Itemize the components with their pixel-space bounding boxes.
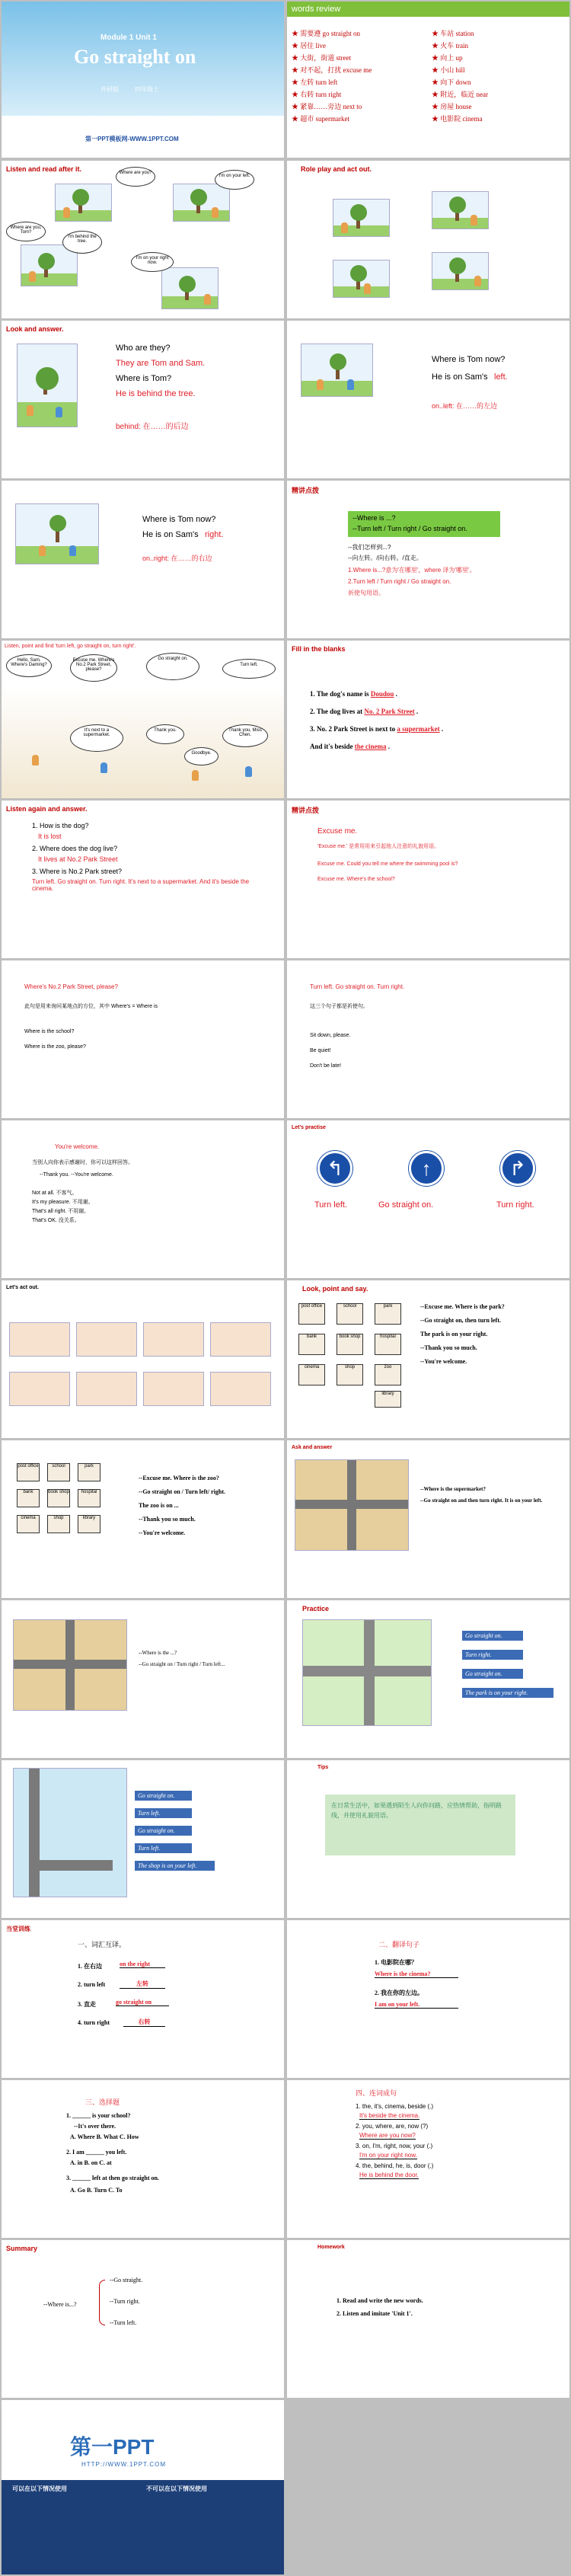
slide-exercise-2 <box>287 1920 569 2078</box>
dialog-line: The zoo is on ... <box>139 1502 179 1509</box>
question-3: 3. Where is No.2 Park street? <box>32 868 123 875</box>
word-item: ★ 火车 train <box>432 42 468 50</box>
slide-homework <box>287 2240 569 2398</box>
section-title: 四、连词成句 <box>356 2089 397 2097</box>
scene-picture <box>55 184 112 222</box>
example: Where is the zoo, please? <box>24 1044 86 1050</box>
box-line: --Where is ...? <box>352 514 396 522</box>
map-cell: cinema <box>17 1515 40 1533</box>
scene-picture <box>15 503 99 564</box>
direction-box: Go straight on. <box>135 1826 192 1836</box>
dialog-line: --Excuse me. Where is the zoo? <box>139 1475 219 1481</box>
slide-heading: Listen and read after it. <box>6 165 82 173</box>
slide-heading: Where's No.2 Park Street, please? <box>24 983 118 990</box>
example: Don't be late! <box>310 1063 342 1069</box>
brace-icon <box>99 2280 105 2325</box>
speech-bubble: Thank you, Miss Chen. <box>222 724 268 747</box>
summary-answer: --Turn right. <box>110 2298 140 2305</box>
turn-right-icon: ↱ <box>500 1151 535 1186</box>
town-map <box>13 1619 127 1711</box>
answer-2: It lives at No.2 Park Street <box>38 855 118 863</box>
town-map <box>295 1459 409 1551</box>
slide-heading: 精讲点拨 <box>292 487 320 494</box>
map-cell: school <box>337 1303 363 1325</box>
note-line: --向左转。/向右转。/直走。 <box>348 555 423 561</box>
word-item: ★ 居住 live <box>292 42 326 50</box>
slide-listen-read <box>2 161 284 318</box>
reorder-question: 2. you, where, are, now (?) <box>356 2123 429 2130</box>
example: --Thank you. --You're welcome. <box>40 1172 113 1178</box>
grammar-note: on..right: 在……的右边 <box>142 555 212 562</box>
slide-ask-answer <box>287 1440 569 1598</box>
slide-role-play <box>287 161 569 318</box>
straight-arrow-icon: ↑ <box>409 1151 444 1186</box>
speech-bubble: Go straight on. <box>146 653 199 680</box>
route-illustration <box>13 1768 127 1897</box>
word-list-left <box>292 27 372 125</box>
summary-question: --Where is...? <box>43 2301 77 2308</box>
slide-exercise-1 <box>2 1920 284 2078</box>
slide-where-map <box>2 1600 284 1758</box>
dialog-line: --Go straight on and then turn right. It is on your left. <box>420 1497 543 1504</box>
speech-bubble: I'm behind the tree. <box>62 231 102 254</box>
scene-picture <box>333 199 390 237</box>
grammar-note: on..left: 在……的左边 <box>432 402 498 410</box>
vocab-question: 3. 直走 <box>78 2001 96 2008</box>
slide-youre-welcome <box>2 1120 284 1278</box>
slide-left <box>287 321 569 478</box>
vocab-answer: 右转 <box>123 2018 165 2027</box>
slide-heading: Practice <box>302 1605 330 1612</box>
map-cell: hospital <box>375 1334 401 1355</box>
homework-item: 2. Listen and imitate 'Unit 1'. <box>337 2310 413 2317</box>
example: Be quiet! <box>310 1048 331 1053</box>
translate-question: 2. 我在你的左边。 <box>375 1990 423 1996</box>
example: Not at all. 不客气。 <box>32 1191 78 1196</box>
map-cell: post office <box>298 1303 325 1325</box>
choice-question: 2. I am ______ you left. <box>66 2149 127 2156</box>
speech-bubble: Hello, Sam. Where's Daming? <box>6 654 52 677</box>
license-heading: 不可以在以下情况使用 <box>146 2485 207 2492</box>
word-item: ★ 左转 turn left <box>292 78 338 86</box>
slide-signs <box>287 1120 569 1278</box>
scene-picture <box>333 260 390 298</box>
answer-1: It is lost <box>38 833 62 840</box>
word-item: ★ 向下 down <box>432 78 471 86</box>
map-cell: post office <box>17 1463 40 1481</box>
answer-prefix: He is on Sam's <box>142 530 199 539</box>
dialog-line: --Thank you so much. <box>139 1516 196 1523</box>
map-cell: book shop <box>337 1334 363 1355</box>
blank-line-1: 1. The dog's name is Doudou . <box>310 690 397 698</box>
map-cell: bank <box>17 1489 40 1507</box>
sign-label: Turn left. <box>314 1200 347 1210</box>
word-item: ★ 小山 hill <box>432 66 465 74</box>
word-item: ★ 附近，临近 near <box>432 91 488 98</box>
dialog-line: --Where is the ...? <box>139 1650 177 1656</box>
grade: 四年级上 <box>135 86 159 93</box>
license-heading: 可以在以下情况使用 <box>12 2485 67 2492</box>
speech-bubble: Turn left. <box>222 659 276 679</box>
slide-heading: Summary <box>6 2245 38 2252</box>
edition: 外研版 <box>100 86 119 93</box>
homework-item: 1. Read and write the new words. <box>337 2297 423 2304</box>
slide-fill-blanks <box>287 641 569 798</box>
reorder-answer: He is behind the door. <box>359 2172 419 2178</box>
turn-left-icon: ↰ <box>317 1151 352 1186</box>
blank-answer: the cinema <box>354 743 387 750</box>
blank-line-4: And it's beside the cinema . <box>310 743 391 750</box>
blank-answer: Doudou <box>370 690 394 698</box>
speech-bubble: Where are you? <box>116 167 155 187</box>
scene-picture <box>432 191 489 229</box>
comic-panel <box>9 1322 70 1357</box>
grammar-note: behind: 在……的后边 <box>116 423 189 431</box>
dialog-line: --Go straight on / Turn right / Turn left... <box>139 1661 225 1667</box>
example: Where is the school? <box>24 1029 75 1034</box>
slide-heading: Listen, point and find 'turn left, go straight on, turn right'. <box>5 644 136 649</box>
slide-heading: Homework <box>317 2245 345 2250</box>
answer-keyword: left. <box>494 372 508 382</box>
license-panel <box>2 2480 284 2574</box>
choice-question: --It's over there. <box>74 2123 116 2130</box>
comic-panel <box>210 1372 271 1406</box>
direction-box: Go straight on. <box>135 1791 192 1801</box>
translate-question: 1. 电影院在哪？ <box>375 1959 417 1966</box>
question-2: 2. Where does the dog live? <box>32 845 118 852</box>
answer-1: They are Tom and Sam. <box>116 359 206 368</box>
map-cell: school <box>47 1463 70 1481</box>
blank-line-2: 2. The dog lives at No. 2 Park Street . <box>310 708 419 715</box>
word-item: ★ 需要遵 go straight on <box>292 30 360 37</box>
blank-line-3: 3. No. 2 Park Street is next to a supermarket . <box>310 725 444 733</box>
word-item: ★ 车站 station <box>432 30 474 37</box>
slide-imperatives <box>287 960 569 1118</box>
comic-panel <box>76 1372 137 1406</box>
direction-box: Turn left. <box>135 1843 192 1853</box>
blank-line-1-text: 1. The dog's name is <box>310 690 369 698</box>
comic-panel <box>143 1322 204 1357</box>
slide-main-title: Go straight on <box>74 46 196 68</box>
sign-label: Go straight on. <box>378 1200 434 1210</box>
explanation: 这三个句子都是祈使句。 <box>310 1004 368 1009</box>
slide-heading: You're welcome. <box>55 1143 100 1150</box>
blank-answer: a supermarket <box>397 725 440 733</box>
footer-url: 第一PPT模板网-WWW.1PPT.COM <box>85 136 179 142</box>
direction-box: Go straight on. <box>462 1669 523 1679</box>
dialog-line: --Thank you so much. <box>420 1344 477 1351</box>
choice-options: A. Go B. Turn C. To <box>70 2187 123 2194</box>
choice-options: A. in B. on C. at <box>70 2159 112 2166</box>
slide-heading: Tips <box>317 1765 329 1770</box>
summary-answer: --Turn left. <box>110 2319 137 2326</box>
speech-bubble: Goodbye. <box>184 747 219 765</box>
section-title: 三、选择题 <box>85 2098 120 2106</box>
map-cell: shop <box>47 1515 70 1533</box>
direction-box: The park is on your right. <box>462 1688 553 1698</box>
phrase: Excuse me. <box>317 827 358 836</box>
comic-panel <box>76 1322 137 1357</box>
brand-url: HTTP://WWW.1PPT.COM <box>81 2461 166 2468</box>
reorder-answer: Where are you now? <box>359 2132 416 2139</box>
speech-bubble: I'm on your left. <box>215 170 254 190</box>
slide-right <box>2 481 284 638</box>
word-item: ★ 对不起，打扰 excuse me <box>292 66 372 74</box>
speech-bubble: Where are you, Tom? <box>6 222 46 241</box>
direction-box: The shop is on your left. <box>135 1861 215 1871</box>
word-item: ★ 房屋 house <box>432 103 472 110</box>
word-item: ★ 超市 supermarket <box>292 115 349 123</box>
tips-box: 在日常生活中，如果遇到陌生人向你问路，应热情帮助，指明路线，并使用礼貌用语。 <box>325 1795 515 1855</box>
word-item: ★ 电影院 cinema <box>432 115 483 123</box>
slide-heading: Turn left. Go straight on. Turn right. <box>310 983 405 990</box>
slide-listen-again <box>2 801 284 958</box>
dialog-line: --Go straight on / Turn left/ right. <box>139 1488 226 1495</box>
slide-excuse-me <box>287 801 569 958</box>
comic-panel <box>143 1372 204 1406</box>
slide-look-point-say <box>287 1280 569 1438</box>
slide-heading: Look and answer. <box>6 325 64 333</box>
slide-summary <box>2 2240 284 2398</box>
word-item: ★ 紧靠……旁边 next to <box>292 103 362 110</box>
map-cell: zoo <box>375 1364 401 1385</box>
dialog-line: --Where is the supermarket? <box>420 1486 486 1492</box>
explanation: 此句是用来询问某地点的方位，其中 Where's = Where is <box>24 1004 158 1009</box>
slide-tips <box>287 1760 569 1918</box>
slide-branding <box>2 2400 284 2574</box>
slide-title <box>2 2 284 158</box>
example: That's all right. 不用谢。 <box>32 1209 90 1214</box>
map-cell: cinema <box>298 1364 325 1385</box>
question-2: Where is Tom? <box>116 374 172 383</box>
slide-key-points <box>287 481 569 638</box>
question: Where is Tom now? <box>142 515 216 524</box>
slide-look-answer <box>2 321 284 478</box>
slide-heading: Let's practise <box>292 1125 326 1130</box>
note-line: --我们怎样到...? <box>348 544 391 551</box>
choice-options: A. Where B. What C. How <box>70 2133 139 2140</box>
speech-bubble: Excuse me. Where's No.2 Park Street, please? <box>70 654 117 682</box>
scene-picture <box>432 252 489 290</box>
section-title: 二、翻译句子 <box>378 1941 420 1948</box>
word-item: ★ 右转 turn right <box>292 91 342 98</box>
note-line: 2.Turn left / Turn right / Go straight on. <box>348 578 451 585</box>
slide-heading: Ask and answer <box>292 1445 333 1450</box>
dialog-line: --Excuse me. Where is the park? <box>420 1303 505 1310</box>
example: Excuse me. Where's the school? <box>317 877 395 882</box>
blank-line-4-text: And it's beside <box>310 743 353 750</box>
answer-2: He is behind the tree. <box>116 389 196 398</box>
map-cell: bank <box>298 1334 325 1355</box>
scene-picture <box>301 344 373 397</box>
example: Sit down, please. <box>310 1033 351 1038</box>
slide-heading: 精讲点拨 <box>292 807 320 814</box>
reorder-answer: It's beside the cinema. <box>359 2112 420 2119</box>
example: Excuse me. Could you tell me where the swimming pool is? <box>317 861 458 867</box>
reorder-question: 1. the, it's, cinema, beside (.) <box>356 2103 434 2110</box>
slide-exercise-3 <box>2 2080 284 2238</box>
reorder-answer: I'm on your right now. <box>359 2152 417 2159</box>
choice-question: 1. ______ is your school? <box>66 2112 131 2119</box>
explanation: 当别人向你表示感谢时，你可以这样回答。 <box>32 1160 133 1165</box>
translate-answer: Where is the cinema? <box>375 1970 458 1978</box>
translate-answer: I am on your left. <box>375 2001 458 2009</box>
word-list-right <box>432 27 488 125</box>
reorder-question: 3. on, I'm, right, now, your (.) <box>356 2143 433 2149</box>
vocab-answer: on the right <box>120 1961 165 1968</box>
answer-prefix: He is on Sam's <box>432 372 488 382</box>
example: That's OK. 没关系。 <box>32 1218 80 1223</box>
slide-heading: Look, point and say. <box>302 1285 368 1293</box>
map-cell: hospital <box>78 1489 100 1507</box>
dialog-line: The park is on your right. <box>420 1331 488 1338</box>
slide-heading: Fill in the blanks <box>292 645 346 653</box>
vocab-answer: 左转 <box>120 1980 165 1989</box>
scene-picture <box>173 184 230 222</box>
question: Where is Tom now? <box>432 355 506 364</box>
blank-line-3-text: 3. No. 2 Park Street is next to <box>310 725 396 733</box>
slide-zoo-dialog <box>2 1440 284 1598</box>
note-line: 1.Where is...?意为'在哪里'，where 译为'哪里'。 <box>348 567 476 574</box>
scene-picture <box>17 344 78 427</box>
direction-box: Go straight on. <box>462 1631 523 1641</box>
module-label: Module 1 Unit 1 <box>100 34 157 42</box>
slide-heading: 当堂训练 <box>6 1926 30 1932</box>
vocab-answer: go straight on <box>116 1999 169 2006</box>
comic-panel <box>210 1322 271 1357</box>
dialog-line: --You're welcome. <box>420 1358 467 1365</box>
scene-picture <box>161 267 219 309</box>
answer-3: Turn left. Go straight on. Turn right. It's next to a supermarket. And it's beside the cinema. <box>32 878 250 892</box>
slide-where-is <box>2 960 284 1118</box>
question-1: Who are they? <box>116 344 171 353</box>
blank-line-2-text: 2. The dog lives at <box>310 708 363 715</box>
map-cell: park <box>375 1303 401 1325</box>
choice-question: 3. ______ left at then go straight on. <box>66 2175 159 2181</box>
word-item: ★ 大街，街道 street <box>292 54 351 62</box>
direction-box: Turn left. <box>135 1808 192 1818</box>
example: It's my pleasure. 不用谢。 <box>32 1200 94 1205</box>
dialog-line: --You're welcome. <box>139 1529 186 1536</box>
vocab-question: 2. turn left <box>78 1981 106 1988</box>
map-cell: shop <box>337 1364 363 1385</box>
slide-heading: Listen again and answer. <box>6 805 88 813</box>
box-line: --Turn left / Turn right / Go straight on. <box>352 525 467 532</box>
map-cell: library <box>78 1515 100 1533</box>
brand-logo: 第一PPT <box>70 2435 155 2459</box>
slide-heading: Role play and act out. <box>301 165 372 173</box>
slide-practice <box>287 1600 569 1758</box>
section-title: 一、词汇互译。 <box>78 1941 126 1948</box>
answer-keyword: right. <box>205 530 224 539</box>
slide-listen-point <box>2 641 284 798</box>
slide-heading: Let's act out. <box>6 1285 39 1290</box>
blank-answer: No. 2 Park Street <box>364 708 415 715</box>
map-cell: library <box>375 1391 401 1408</box>
speech-bubble: It's next to a supermarket. <box>70 724 123 752</box>
note-line: 祈使句用语。 <box>348 590 384 596</box>
speech-bubble: I'm on your right now. <box>131 252 174 272</box>
vocab-question: 1. 在右边 <box>78 1963 102 1970</box>
comic-panel <box>9 1372 70 1406</box>
direction-box: Turn right. <box>462 1650 523 1660</box>
highlight-box <box>348 511 500 537</box>
word-item: ★ 向上 up <box>432 54 463 62</box>
slide-exercise-4 <box>287 2080 569 2238</box>
slide-route-practice <box>2 1760 284 1918</box>
map-cell: park <box>78 1463 100 1481</box>
explanation: 'Excuse me.' 是常用用来引起他人注意的礼貌用语。 <box>317 844 440 849</box>
vocab-question: 4. turn right <box>78 2019 110 2026</box>
slide-act-out <box>2 1280 284 1438</box>
town-illustration <box>302 1619 432 1726</box>
reorder-question: 4. the, behind, he, is, door (.) <box>356 2162 434 2169</box>
speech-bubble: Thank you. <box>146 724 184 744</box>
header-title: words review <box>292 5 341 14</box>
summary-answer: --Go straight. <box>110 2277 143 2284</box>
map-cell: book shop <box>47 1489 70 1507</box>
slide-words-review <box>287 2 569 158</box>
question-1: 1. How is the dog? <box>32 822 89 829</box>
sign-label: Turn right. <box>496 1200 534 1210</box>
dialog-line: --Go straight on, then turn left. <box>420 1317 501 1324</box>
